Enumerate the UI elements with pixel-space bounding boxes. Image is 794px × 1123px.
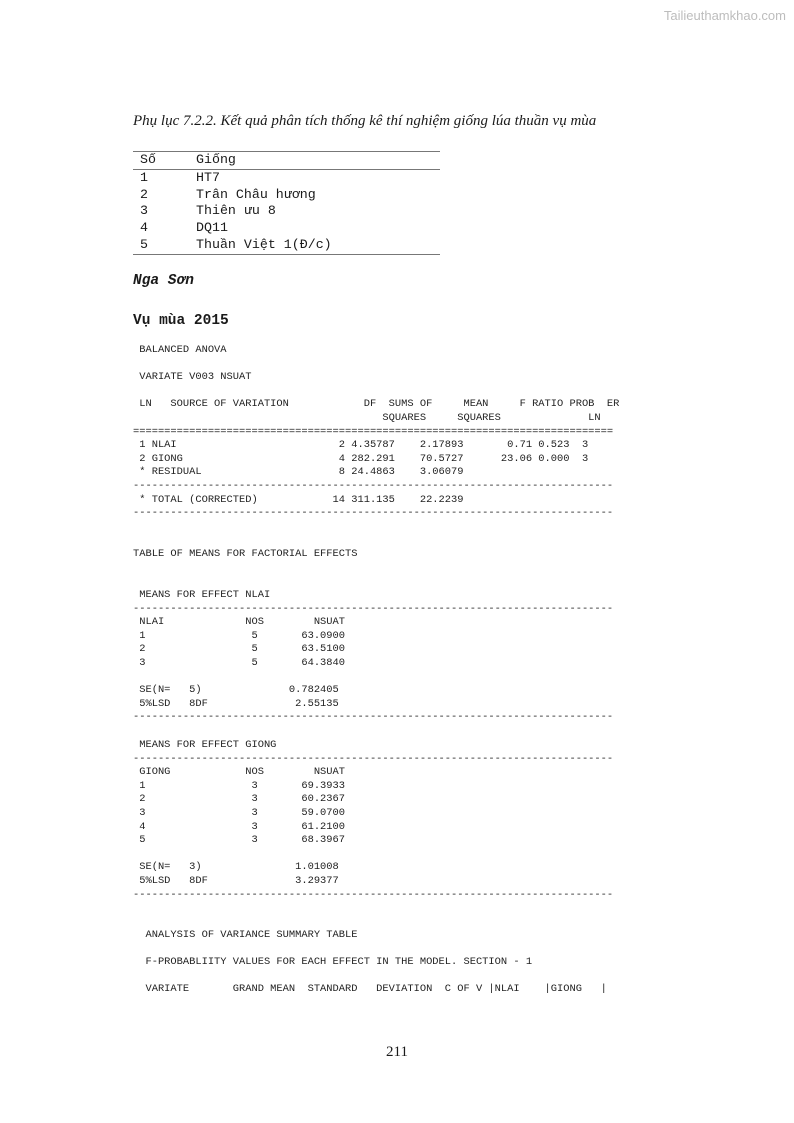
row-variety: Thuần Việt 1(Đ/c) <box>196 236 332 252</box>
row-number: 4 <box>140 220 148 236</box>
row-variety: Trân Châu hương <box>196 186 316 202</box>
row-number: 3 <box>140 203 148 219</box>
table-row <box>133 237 440 254</box>
means-table-title: TABLE OF MEANS FOR FACTORIAL EFFECTS <box>133 548 358 560</box>
row-number: 1 <box>140 169 148 185</box>
appendix-caption: Phụ lục 7.2.2. Kết quả phân tích thống kê thí nghiệm giống lúa thuần vụ mùa <box>133 113 597 129</box>
location-heading: Nga Sơn <box>133 273 194 289</box>
anova-summary-output: ANALYSIS OF VARIANCE SUMMARY TABLE F-PROBABLIITY VALUES FOR EACH EFFECT IN THE MODEL. SECTION - 1 VARIATE GRAND MEAN STANDARD DEVIATION C OF V |NLAI |GIONG | <box>145 929 607 996</box>
variety-table-header <box>133 152 440 170</box>
row-number: 2 <box>140 186 148 202</box>
row-number: 5 <box>140 236 148 252</box>
page-number: 211 <box>386 1044 408 1060</box>
row-variety: Thiên ưu 8 <box>196 203 276 219</box>
season-heading: Vụ mùa 2015 <box>133 313 229 329</box>
table-row <box>133 187 440 204</box>
means-nlai-output: MEANS FOR EFFECT NLAI ----------------------------------------------------------------------------- NLAI NOS NSUAT 1 5 63.0900 2 5 63.5100 3 5 64.3840 SE(N= 5) 0.782405 5%LSD 8DF 2.55135 ----------------------------------------------------------------------------- <box>133 589 614 724</box>
variety-table <box>133 151 440 255</box>
anova-output: BALANCED ANOVA VARIATE V003 NSUAT LN SOURCE OF VARIATION DF SUMS OF MEAN F RATIO PROB ER SQUARES SQUARES LN ============================================================================= 1 NLAI 2 4.35787 2.17893 0.71 0.523 3 2 GIONG 4 282.291 70.5727 23.06 0.000 3 * RESIDUAL 8 24.4863 3.06079 ----------------------------------------------------------------------------- * TOTAL (CORRECTED) 14 311.135 22.2239 ----------------------------------------------------------------------------- <box>133 344 620 520</box>
table-row <box>133 170 440 187</box>
watermark: Tailieuthamkhao.com <box>663 8 786 23</box>
table-row <box>133 203 440 220</box>
col-header-number: Số <box>140 152 156 167</box>
table-row <box>133 220 440 237</box>
means-giong-output: MEANS FOR EFFECT GIONG ----------------------------------------------------------------------------- GIONG NOS NSUAT 1 3 69.3933 2 3 60.2367 3 3 59.0700 4 3 61.2100 5 3 68.3967 SE(N= 3) 1.01008 5%LSD 8DF 3.29377 ----------------------------------------------------------------------------- <box>133 739 614 901</box>
col-header-variety: Giống <box>196 152 236 167</box>
row-variety: HT7 <box>196 169 220 185</box>
row-variety: DQ11 <box>196 220 228 236</box>
